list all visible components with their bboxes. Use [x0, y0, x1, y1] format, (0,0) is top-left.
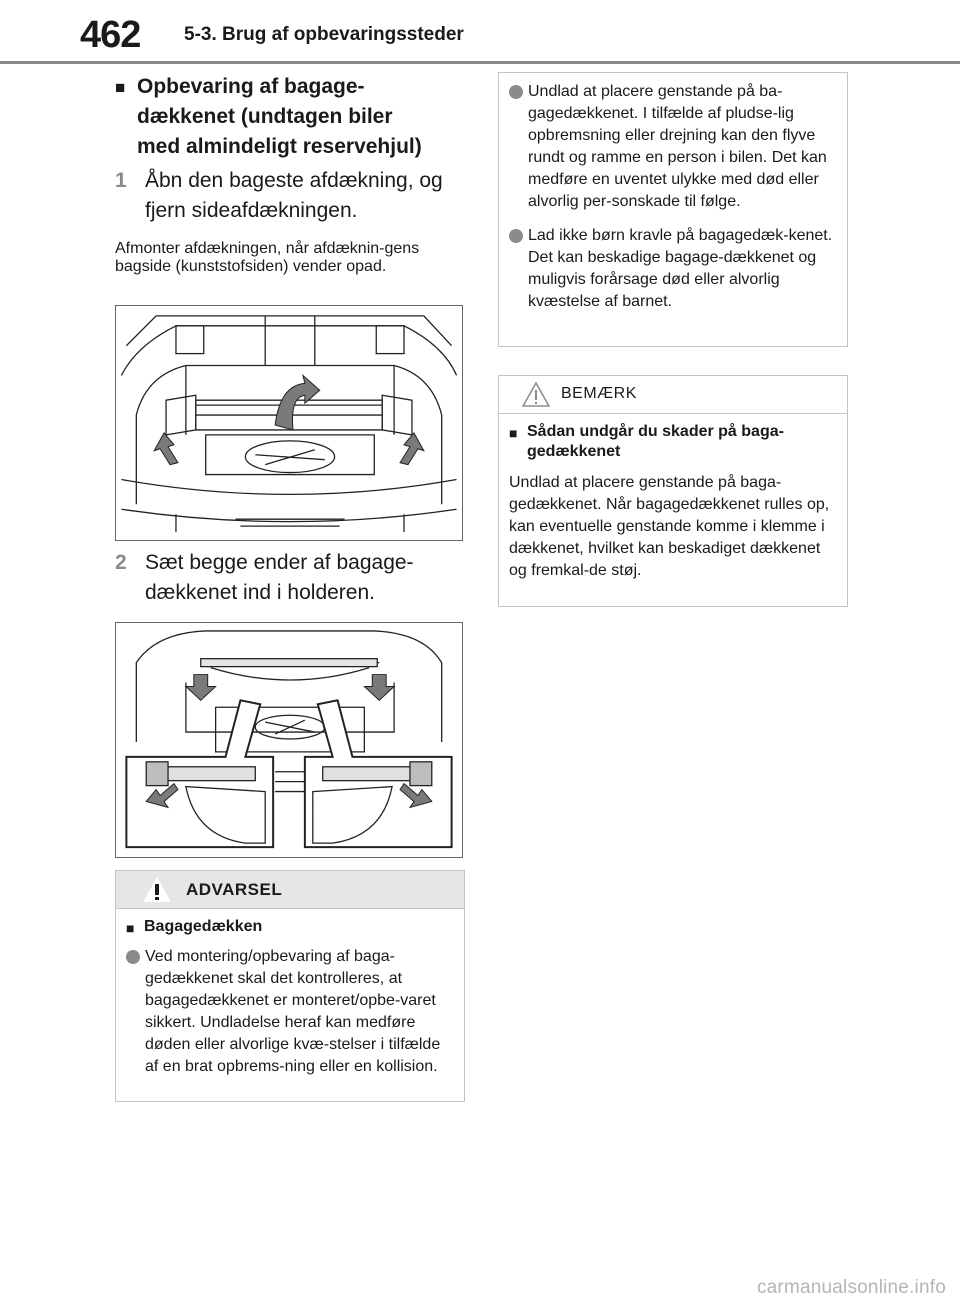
- warning-subheading-text: Bagagedækken: [144, 918, 263, 935]
- notice-text: Undlad at placere genstande på baga-gedækkenet. Når bagagedækkenet rulles op, kan eventuelle genstande komme i klemme i dækkenet, hvilket kan beskadiget dækkenet og fremkal-de støj.: [509, 474, 830, 579]
- step-1-number: 1: [115, 169, 127, 192]
- warning-bullet-2: [509, 81, 837, 213]
- figure-trunk-open-drawing: [116, 306, 462, 540]
- notice-box-title: BEMÆRK: [561, 385, 637, 402]
- notice-subheading-text: Sådan undgår du skader på baga-gedækkenet: [527, 423, 784, 460]
- section-title: 5-3. Brug af opbevaringssteder: [184, 24, 464, 45]
- notice-triangle-icon: [521, 381, 551, 408]
- step-1-text: Åbn den bageste afdækning, og fjern sideafdækningen.: [145, 169, 443, 222]
- warning-bullet-1-text: Ved montering/opbevaring af baga-gedækkenet skal det kontrolleres, at bagagedækkenet er monteret/opbe-varet sikkert. Undladelse heraf kan medføre døden eller alvorlige kvæ-stelser i tilfælde af en brat opbrems-ning eller en kollision.: [145, 948, 441, 1075]
- notice-box-header: [499, 376, 847, 414]
- warning-box-body: [116, 909, 464, 1088]
- square-bullet-icon: ■: [126, 920, 135, 936]
- step-2-number: 2: [115, 551, 127, 574]
- step-1: [115, 166, 465, 226]
- warning-triangle-icon: [142, 876, 172, 903]
- warning-box-title: ADVARSEL: [186, 880, 283, 899]
- warning-box-continued: [498, 72, 848, 347]
- square-bullet-icon: ■: [509, 425, 518, 441]
- warning-subheading: [126, 917, 454, 938]
- section-heading-text: Opbevaring af bagage-dækkenet (undtagen biler med almindeligt reservehjul): [137, 75, 422, 158]
- step-2-text: Sæt begge ender af bagage-dækkenet ind i holderen.: [145, 551, 414, 604]
- footer-watermark: carmanualsonline.info: [756, 1277, 946, 1298]
- figure-trunk-open: [115, 305, 463, 541]
- section-heading: [115, 72, 465, 162]
- warning-bullet-3: [509, 225, 837, 313]
- warning-box-header: [116, 871, 464, 909]
- notice-subheading: [509, 422, 837, 462]
- notice-box-body: [499, 414, 847, 592]
- warning-bullet-2-text: Undlad at placere genstande på ba-gagedækkenet. I tilfælde af pludse-lig opbremsning eller drejning kan den flyve rundt og ramme en person i bilen. Det kan medføre en uventet ulykke med død eller alvorlig per-sonskade til følge.: [528, 83, 827, 210]
- page-number: 462: [80, 14, 141, 56]
- page-header: [0, 0, 960, 64]
- warning-bullet-1: [126, 946, 454, 1078]
- round-bullet-icon: [509, 85, 523, 99]
- notice-box: [498, 375, 848, 607]
- warning-box: [115, 870, 465, 1102]
- round-bullet-icon: [126, 950, 140, 964]
- figure-cover-holder-drawing: [116, 623, 462, 857]
- warning-bullet-3-text: Lad ikke børn kravle på bagagedæk-kenet. Det kan beskadige bagage-dækkenet og muligvis forårsage død eller alvorlig kvæstelse af barnet.: [528, 227, 833, 310]
- step-2: [115, 548, 465, 608]
- warning-box-continued-body: [499, 73, 847, 323]
- round-bullet-icon: [509, 229, 523, 243]
- left-column: [115, 72, 465, 276]
- square-bullet-icon: ■: [115, 78, 126, 97]
- figure-cover-holder: [115, 622, 463, 858]
- step-1-note: Afmonter afdækningen, når afdæknin-gens bagside (kunststofsiden) vender opad.: [115, 240, 420, 275]
- header-rule: [0, 61, 960, 64]
